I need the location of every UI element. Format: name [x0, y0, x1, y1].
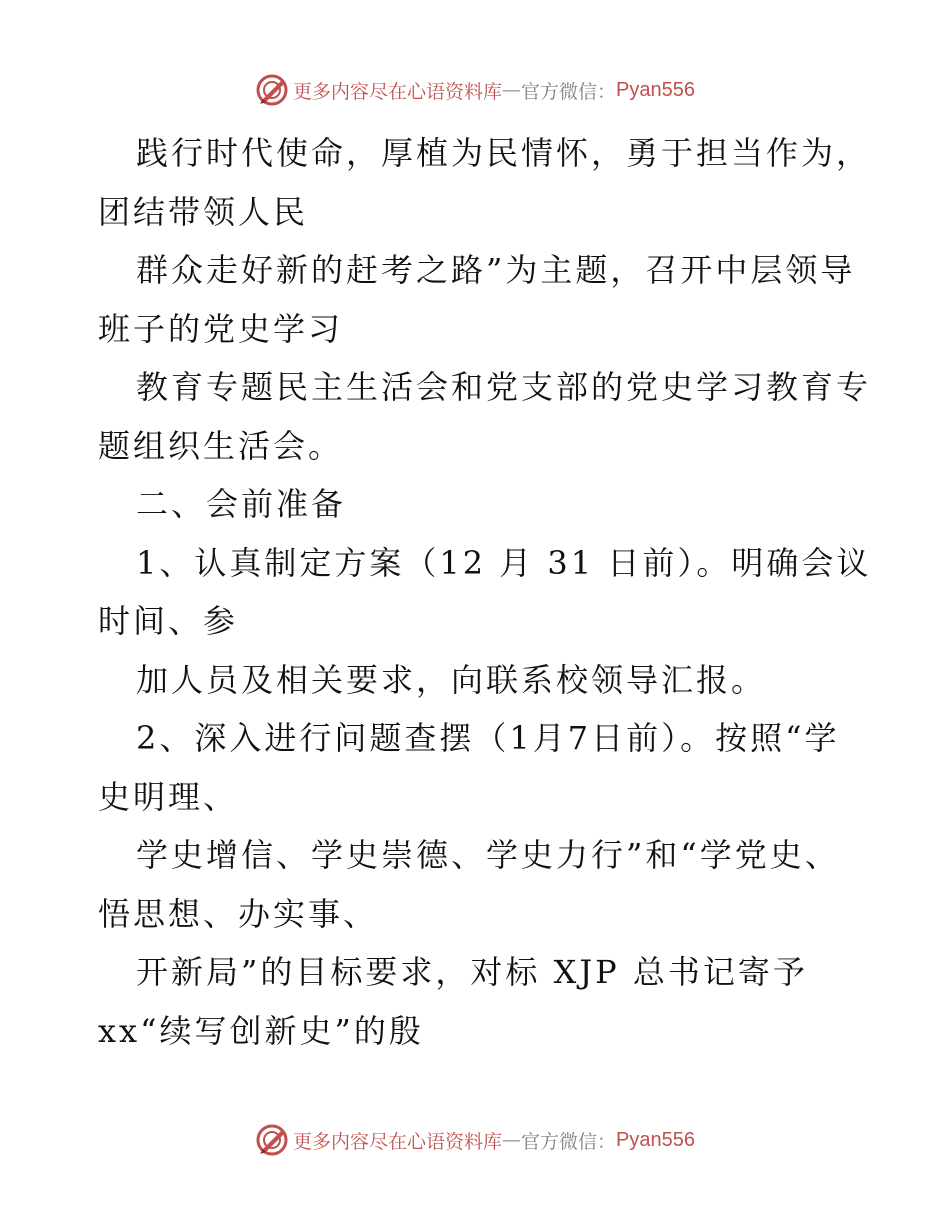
pen-circle-logo-icon [255, 73, 289, 107]
watermark-site-text: 更多内容尽在心语资料库 [293, 1130, 503, 1153]
watermark-wechat-id: Pyan556 [616, 1128, 695, 1151]
document-body [98, 124, 872, 1060]
text-line: xx“续写创新史”的殷 [98, 1011, 424, 1050]
header-watermark [0, 70, 950, 110]
text-line: 践行时代使命，厚植为民情怀，勇于担当作为， [136, 134, 872, 172]
text-line: 史明理、 [98, 777, 239, 816]
text-line: 团结带领人民 [98, 192, 309, 231]
text-line: 班子的党史学习 [98, 309, 344, 348]
text-line: 群众走好新的赶考之路”为主题，召开中层领导 [136, 251, 856, 289]
text-line: 教育专题民主生活会和党支部的党史学习教育专 [136, 368, 872, 406]
watermark-wechat-label: 官方微信： [521, 80, 617, 103]
watermark-site-text: 更多内容尽在心语资料库 [293, 80, 503, 103]
section-heading: 二、会前准备 [136, 485, 347, 523]
text-line: 悟思想、办实事、 [98, 894, 379, 933]
watermark-wechat-label: 官方微信： [521, 1130, 617, 1153]
watermark-dash: — [502, 1129, 522, 1151]
pen-circle-logo-icon [255, 1123, 289, 1157]
text-line: 时间、参 [98, 602, 239, 640]
text-line: 题组织生活会。 [98, 426, 344, 465]
text-line: 加人员及相关要求，向联系校领导汇报。 [136, 660, 767, 699]
footer-watermark [0, 1120, 950, 1160]
text-line: 学史增信、学史崇德、学史力行”和“学党史、 [136, 836, 840, 874]
watermark-wechat-id: Pyan556 [616, 78, 695, 101]
text-line: 开新局”的目标要求，对标 XJP 总书记寄予 [136, 953, 808, 991]
text-line: 1、认真制定方案（12 月 31 日前）。明确会议 [136, 543, 872, 582]
watermark-dash: — [502, 79, 522, 101]
text-line: 2、深入进行问题查摆（1月7日前）。按照“学 [136, 719, 840, 757]
